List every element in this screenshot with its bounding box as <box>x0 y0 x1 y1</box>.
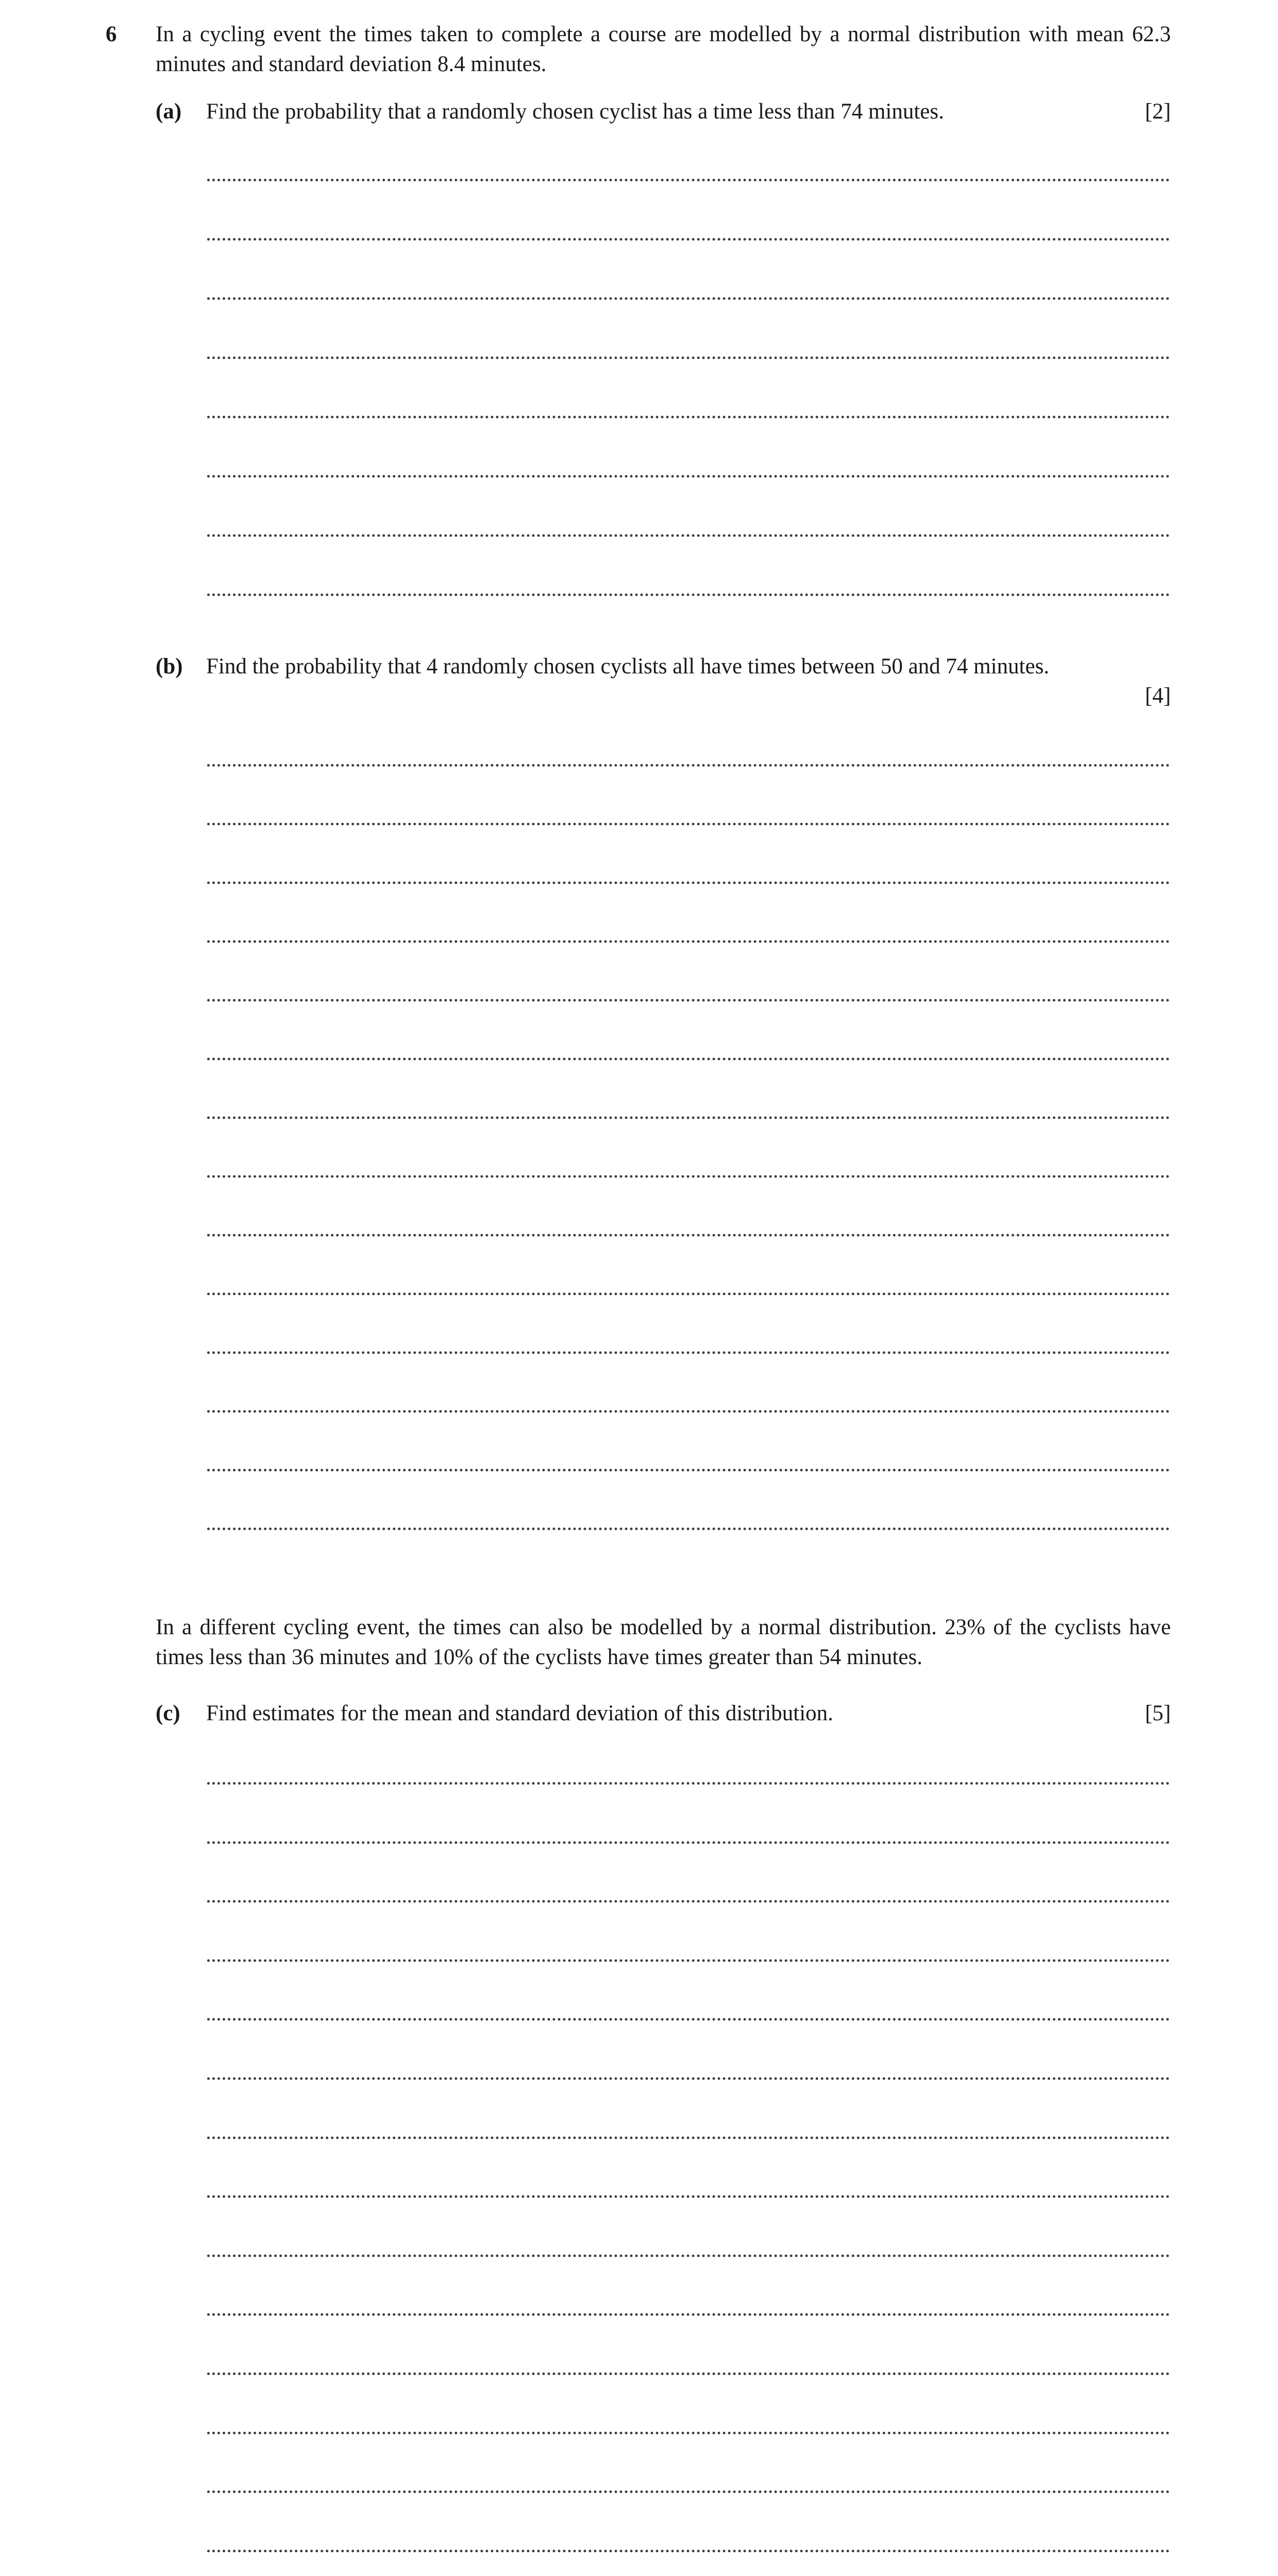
answer-line[interactable] <box>207 1959 1170 1962</box>
answer-line[interactable] <box>207 534 1170 537</box>
answer-line[interactable] <box>207 1410 1170 1413</box>
answer-line[interactable] <box>207 179 1170 181</box>
answer-line[interactable] <box>207 2313 1170 2316</box>
answer-line[interactable] <box>207 940 1170 943</box>
part-c-label: (c) <box>156 1701 180 1725</box>
part-b-marks: [4] <box>1145 684 1171 708</box>
answer-line[interactable] <box>207 475 1170 478</box>
answer-line[interactable] <box>207 823 1170 825</box>
answer-line[interactable] <box>207 1900 1170 1903</box>
answer-line[interactable] <box>207 2490 1170 2493</box>
answer-line[interactable] <box>207 1116 1170 1119</box>
answer-line[interactable] <box>207 1175 1170 1178</box>
part-c-marks: [5] <box>1145 1701 1171 1725</box>
part-a-marks: [2] <box>1145 99 1171 124</box>
question-stem-2: In a different cycling event, the times can also be modelled by a normal distribution. 23% of the cyclists have times less than 36 minutes and 10% of the cyclists have times greater than 54 minutes. <box>156 1615 1171 1669</box>
part-a-label: (a) <box>156 99 182 124</box>
question-stem: In a cycling event the times taken to complete a course are modelled by a normal distribution with mean 62.3 minutes and standard deviation 8.4 minutes. <box>156 22 1171 76</box>
answer-line[interactable] <box>207 2077 1170 2080</box>
answer-line[interactable] <box>207 2550 1170 2552</box>
question-number: 6 <box>106 22 117 46</box>
answer-line[interactable] <box>207 1293 1170 1295</box>
answer-line[interactable] <box>207 1782 1170 1785</box>
answer-line[interactable] <box>207 999 1170 1002</box>
answer-line[interactable] <box>207 357 1170 359</box>
answer-line[interactable] <box>207 882 1170 884</box>
answer-line[interactable] <box>207 416 1170 418</box>
answer-line[interactable] <box>207 2018 1170 2021</box>
part-b-label: (b) <box>156 654 183 679</box>
answer-line[interactable] <box>207 2432 1170 2434</box>
answer-line[interactable] <box>207 1351 1170 1354</box>
answer-line[interactable] <box>207 297 1170 300</box>
answer-line[interactable] <box>207 1058 1170 1060</box>
answer-line[interactable] <box>207 2195 1170 2198</box>
answer-line[interactable] <box>207 1528 1170 1530</box>
answer-line[interactable] <box>207 1234 1170 1236</box>
answer-line[interactable] <box>207 1469 1170 1471</box>
part-c-text: Find estimates for the mean and standard deviation of this distribution. <box>206 1701 833 1725</box>
answer-line[interactable] <box>207 2137 1170 2139</box>
answer-line[interactable] <box>207 764 1170 767</box>
answer-line[interactable] <box>207 238 1170 241</box>
answer-line[interactable] <box>207 2255 1170 2257</box>
part-a-text: Find the probability that a randomly chosen cyclist has a time less than 74 minutes. <box>206 99 944 124</box>
answer-line[interactable] <box>207 1841 1170 1844</box>
answer-line[interactable] <box>207 2372 1170 2375</box>
part-b-text: Find the probability that 4 randomly chosen cyclists all have times between 50 and 74 minutes. <box>206 654 1050 679</box>
answer-line[interactable] <box>207 594 1170 596</box>
